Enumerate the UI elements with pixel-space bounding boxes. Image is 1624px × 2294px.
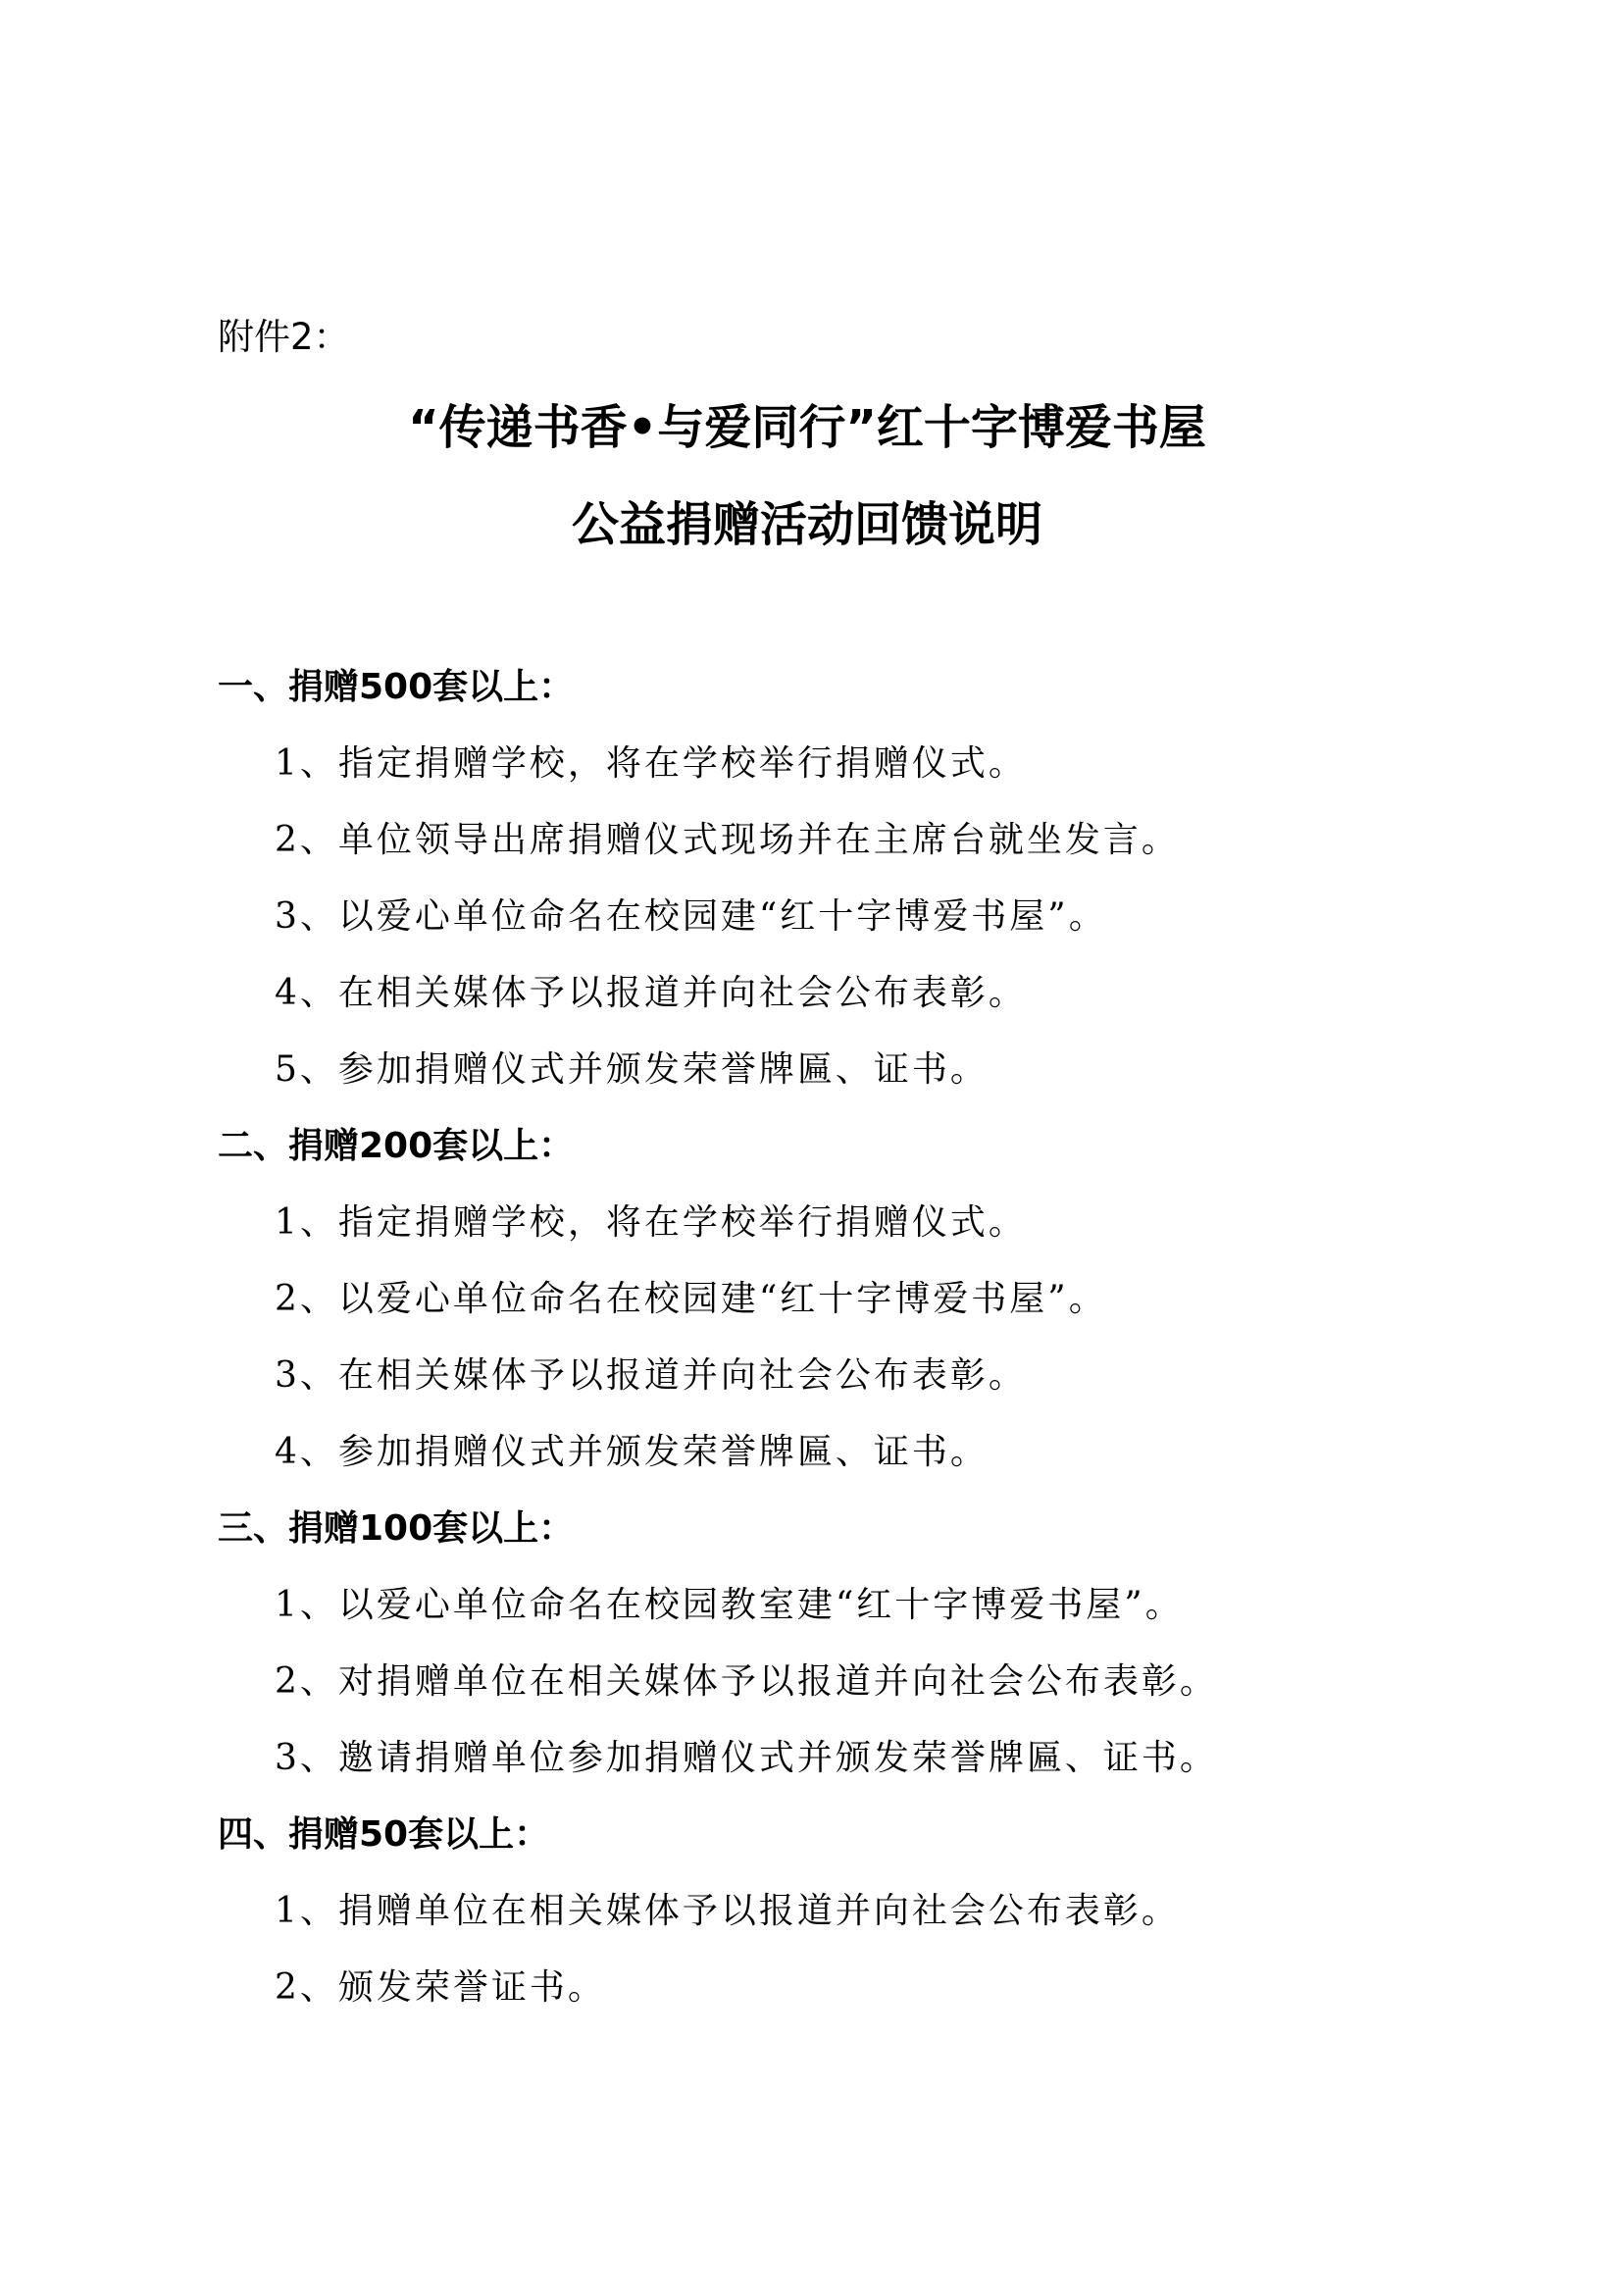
section-1-item-4: 4、在相关媒体予以报道并向社会公布表彰。 (275, 973, 1027, 1013)
section-heading-1: 一、捐赠500套以上： (218, 667, 575, 707)
section-1-item-5: 5、参加捐赠仪式并颁发荣誉牌匾、证书。 (275, 1049, 989, 1090)
section-2-item-4: 4、参加捐赠仪式并颁发荣誉牌匾、证书。 (275, 1432, 989, 1472)
section-1-item-3: 3、以爱心单位命名在校园建“红十字博爱书屋”。 (275, 896, 1107, 937)
section-2-item-1: 1、指定捐赠学校，将在学校举行捐赠仪式。 (275, 1202, 1027, 1243)
section-3-item-3: 3、邀请捐赠单位参加捐赠仪式并颁发荣誉牌匾、证书。 (275, 1738, 1218, 1778)
section-4-item-1: 1、捐赠单位在相关媒体予以报道并向社会公布表彰。 (275, 1891, 1180, 1931)
section-1-item-1: 1、指定捐赠学校，将在学校举行捐赠仪式。 (275, 743, 1027, 784)
section-heading-2: 二、捐赠200套以上： (218, 1126, 575, 1166)
section-3-item-1: 1、以爱心单位命名在校园教室建“红十字博爱书屋”。 (275, 1585, 1184, 1625)
section-4-item-2: 2、颁发荣誉证书。 (275, 1967, 606, 2008)
attachment-label: 附件2： (218, 316, 350, 358)
section-heading-4: 四、捐赠50套以上： (218, 1814, 550, 1855)
section-2-item-3: 3、在相关媒体予以报道并向社会公布表彰。 (275, 1355, 1027, 1396)
section-1-item-2: 2、单位领导出席捐赠仪式现场并在主席台就坐发言。 (275, 820, 1180, 860)
document-title-line-1: “传递书香•与爱同行”红十字博爱书屋 (408, 400, 1206, 455)
section-2-item-2: 2、以爱心单位命名在校园建“红十字博爱书屋”。 (275, 1279, 1107, 1319)
document-title-line-2: 公益捐赠活动回馈说明 (571, 497, 1042, 552)
section-3-item-2: 2、对捐赠单位在相关媒体予以报道并向社会公布表彰。 (275, 1661, 1218, 1702)
section-heading-3: 三、捐赠100套以上： (218, 1508, 575, 1549)
